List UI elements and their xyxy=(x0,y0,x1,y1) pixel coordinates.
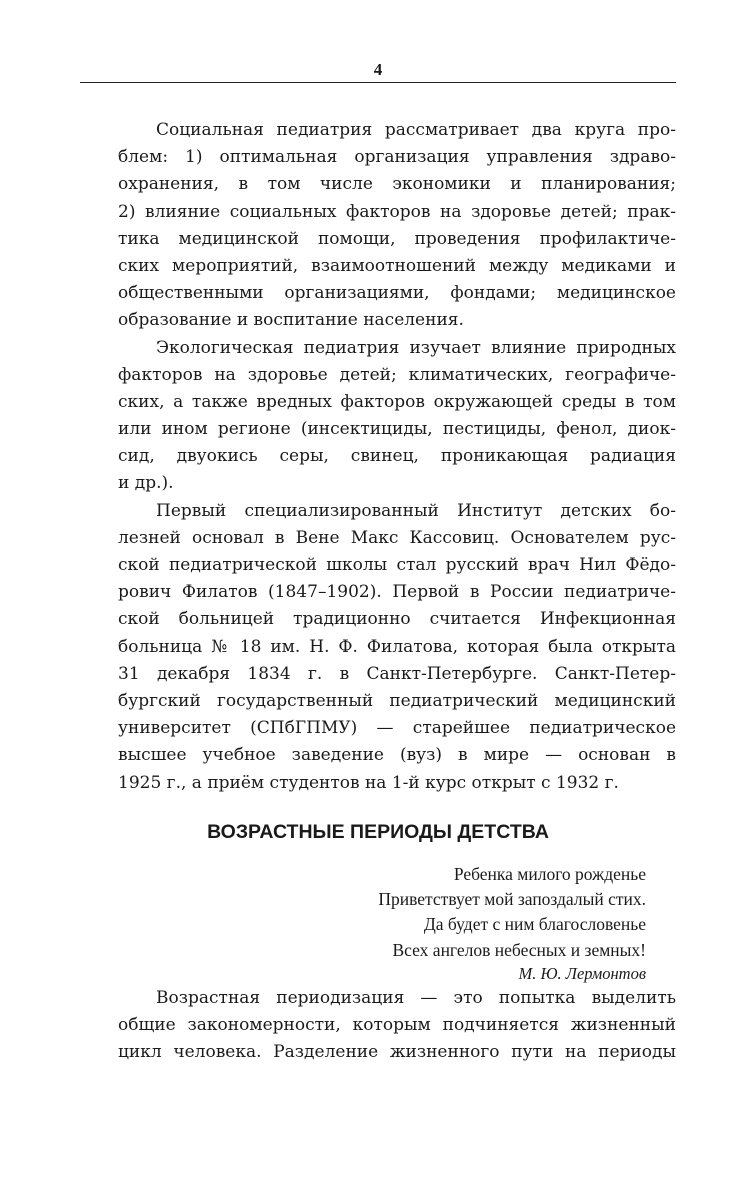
body-text xyxy=(80,117,676,797)
paragraph-ecological-pediatrics xyxy=(80,335,676,498)
text-line: лезней основал в Вене Макс Кассовиц. Основателем рус- xyxy=(118,527,676,548)
text-line: образование и воспитание населения. xyxy=(118,310,464,331)
epigraph-author: М. Ю. Лермонтов xyxy=(518,964,646,983)
text-line: общественными организациями, фондами; медицинское xyxy=(118,283,676,304)
epigraph xyxy=(378,862,646,963)
text-line: университет (СПбГПМУ) — старейшее педиатрическое xyxy=(118,718,676,739)
text-line: 2) влияние социальных факторов на здоровье детей; прак- xyxy=(118,201,676,222)
epigraph-line: Да будет с ним благословенье xyxy=(423,914,646,935)
text-line: Социальная педиатрия рассматривает два круга про- xyxy=(156,120,676,140)
paragraph-social-pediatrics xyxy=(80,117,676,335)
text-line: Возрастная периодизация — это попытка выделить xyxy=(156,988,676,1008)
text-line: ской больницей традиционно считается Инфекционная xyxy=(118,609,676,630)
text-line: ских, а также вредных факторов окружающей среды в том xyxy=(118,391,676,412)
text-line: ской педиатрической школы стал русский врач Нил Фёдо- xyxy=(118,555,676,575)
epigraph-line: Всех ангелов небесных и земных! xyxy=(392,939,646,960)
text-line: ских мероприятий, взаимоотношений между медиками и xyxy=(118,255,676,276)
paragraph-age-periodization xyxy=(80,985,676,1067)
epigraph-line: Ребенка милого рожденье xyxy=(453,864,646,884)
text-line: охранения, в том числе экономики и планирования; xyxy=(118,174,676,195)
text-line: Экологическая педиатрия изучает влияние природных xyxy=(156,337,676,358)
text-line: и др.). xyxy=(118,473,174,494)
section-body-text xyxy=(80,985,676,1067)
text-line: общие закономерности, которым подчиняется жизненный xyxy=(118,1015,676,1036)
text-line: бургский государственный педиатрический медицинский xyxy=(118,690,676,711)
epigraph-line: Приветствует мой запоздалый стих. xyxy=(378,889,646,910)
text-line: блем: 1) оптимальная организация управления здраво- xyxy=(118,147,676,168)
header-rule xyxy=(80,82,676,83)
text-line: высшее учебное заведение (вуз) в мире — основан в xyxy=(118,745,676,766)
text-line: цикл человека. Разделение жизненного пути на периоды xyxy=(118,1042,676,1063)
paragraph-history xyxy=(80,498,676,797)
text-line: или ином регионе (инсектициды, пестициды, фенол, диок- xyxy=(118,419,676,440)
text-line: 31 декабря 1834 г. в Санкт-Петербурге. Санкт-Петер- xyxy=(118,663,676,684)
text-line: Первый специализированный Институт детских бо- xyxy=(156,500,676,521)
page-number: 4 xyxy=(373,60,383,79)
text-line: факторов на здоровье детей; климатических, географиче- xyxy=(118,364,676,385)
text-line: больница № 18 им. Н. Ф. Филатова, которая была открыта xyxy=(118,636,676,657)
text-line: тика медицинской помощи, проведения профилактиче- xyxy=(118,228,676,249)
text-line: рович Филатов (1847–1902). Первой в России педиатриче- xyxy=(118,582,676,603)
section-heading: ВОЗРАСТНЫЕ ПЕРИОДЫ ДЕТСТВА xyxy=(207,821,549,843)
text-line: сид, двуокись серы, свинец, проникающая радиация xyxy=(118,446,676,467)
text-line: 1925 г., а приём студентов на 1-й курс открыт с 1932 г. xyxy=(118,772,619,793)
